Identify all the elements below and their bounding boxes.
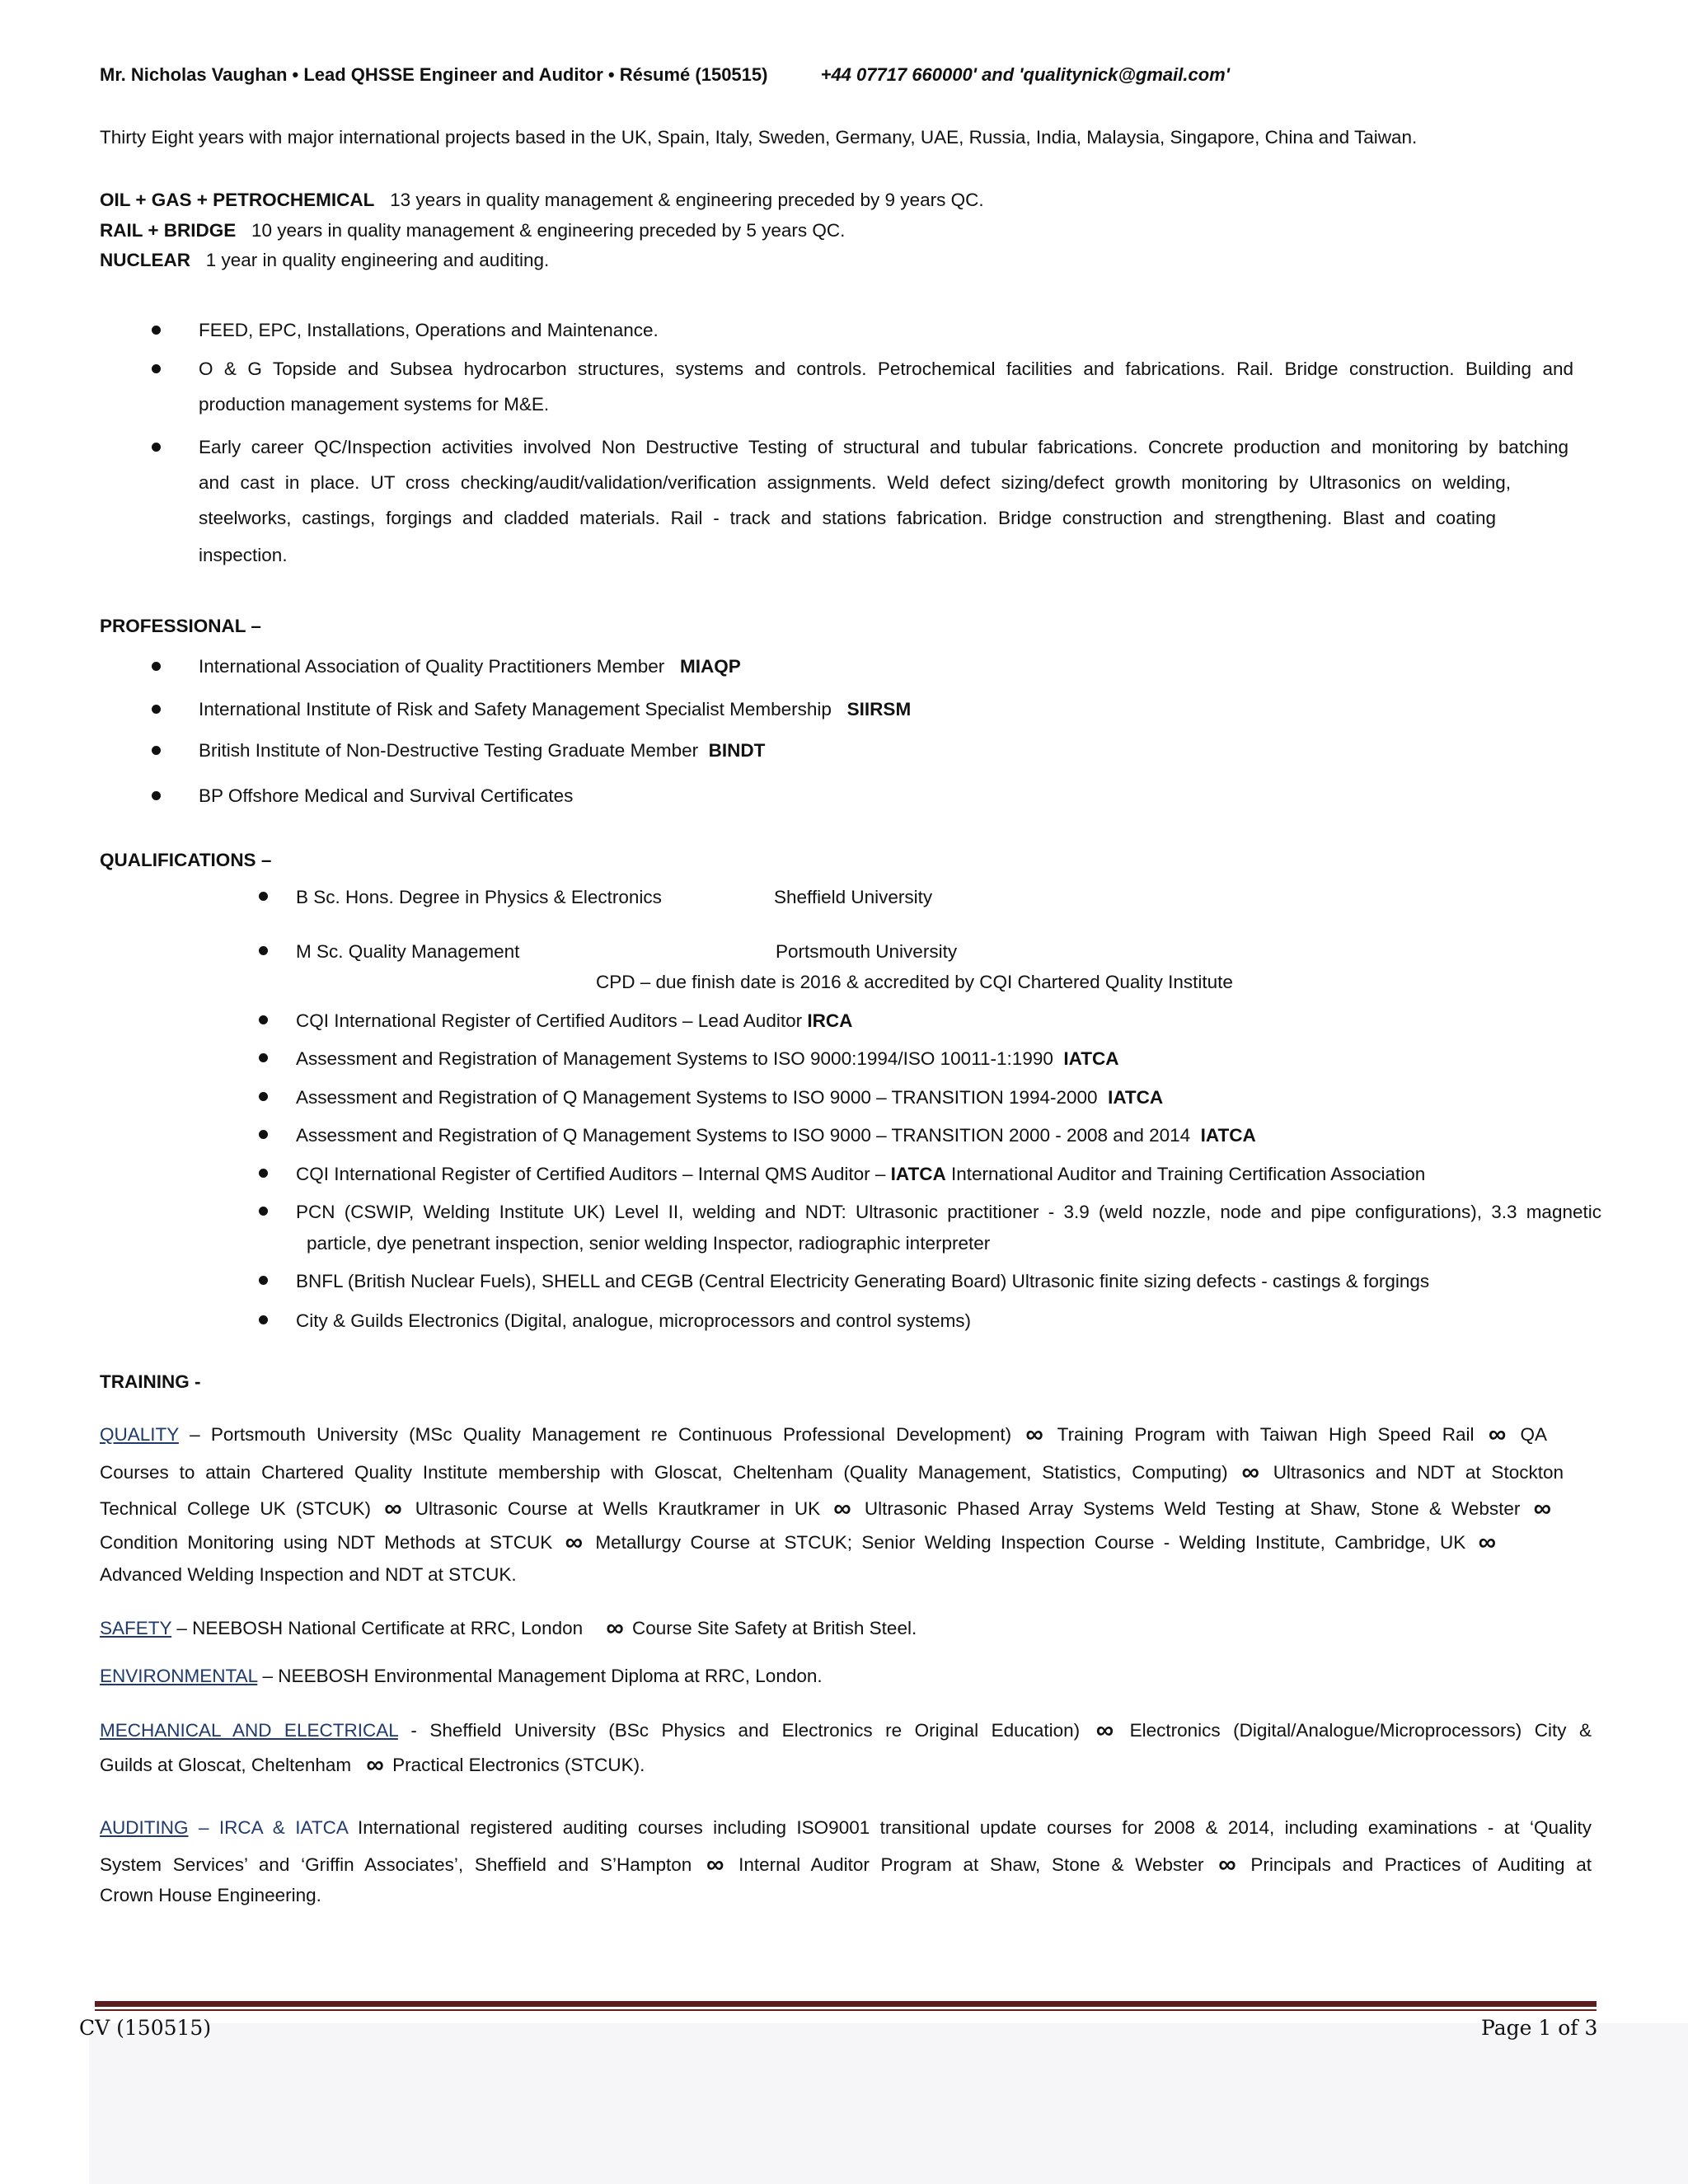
footer-page-number: Page 1 of 3 xyxy=(1481,2016,1598,2040)
infinity-separator-icon: ∞ xyxy=(606,1615,624,1642)
cert-text: Assessment and Registration of Q Management Systems to ISO 9000 – TRANSITION 2000 - 2008 and 2014 xyxy=(296,1125,1191,1146)
sector-label: NUCLEAR xyxy=(100,250,190,270)
experience-item: Early career QC/Inspection activities involved Non Destructive Testing of structural and tubular fabrications. Concrete production and monitoring by batching xyxy=(199,437,1568,457)
training-text: Ultrasonics and NDT at Stockton xyxy=(1273,1462,1564,1483)
sector-text: 10 years in quality management & engineering preceded by 5 years QC. xyxy=(251,220,846,241)
infinity-separator-icon: ∞ xyxy=(565,1529,583,1556)
professional-text: British Institute of Non-Destructive Testing Graduate Member xyxy=(199,740,699,761)
training-text: Technical College UK (STCUK) xyxy=(100,1498,372,1519)
infinity-separator-icon: ∞ xyxy=(833,1495,851,1522)
training-text: – NEEBOSH National Certificate at RRC, London xyxy=(176,1618,584,1638)
professional-abbr: MIAQP xyxy=(680,656,741,677)
bullet xyxy=(259,1015,268,1024)
infinity-separator-icon: ∞ xyxy=(1218,1851,1236,1878)
bullet xyxy=(152,705,161,714)
cert-item xyxy=(296,1162,1425,1187)
degree-institution: Portsmouth University xyxy=(776,941,958,962)
infinity-separator-icon: ∞ xyxy=(1533,1495,1551,1522)
qualifications-heading: QUALIFICATIONS – xyxy=(100,850,272,870)
training-quality-line xyxy=(100,1530,1499,1555)
bullet xyxy=(152,662,161,671)
quality-link[interactable]: QUALITY xyxy=(100,1424,179,1445)
auditing-bodies: – IRCA & IATCA xyxy=(198,1817,348,1838)
bullet xyxy=(259,1169,268,1178)
infinity-separator-icon: ∞ xyxy=(366,1751,384,1779)
sector-label: OIL + GAS + PETROCHEMICAL xyxy=(100,190,375,210)
cert-text: International Auditor and Training Certification Association xyxy=(950,1164,1426,1184)
professional-text: International Institute of Risk and Safety Management Specialist Membership xyxy=(199,699,832,719)
contact-info: +44 07717 660000' and 'qualitynick@gmail.com' xyxy=(820,64,1230,85)
training-text: Courses to attain Chartered Quality Institute membership with Gloscat, Cheltenham (Quality Management, Statistics, Computing) xyxy=(100,1462,1228,1483)
infinity-separator-icon: ∞ xyxy=(1478,1529,1496,1556)
bullet xyxy=(259,1053,268,1062)
environmental-link[interactable]: ENVIRONMENTAL xyxy=(100,1666,258,1686)
sector-label: RAIL + BRIDGE xyxy=(100,220,237,241)
footer-rule-thin xyxy=(95,2009,1597,2011)
training-text: Practical Electronics (STCUK). xyxy=(392,1755,645,1775)
infinity-separator-icon: ∞ xyxy=(706,1851,724,1878)
training-auditing-line xyxy=(100,1853,1592,1877)
training-heading: TRAINING - xyxy=(100,1371,201,1392)
cpd-note: CPD – due finish date is 2016 & accredited by CQI Chartered Quality Institute xyxy=(596,972,1233,992)
bullet xyxy=(152,443,161,452)
sector-text: 13 years in quality management & engineering preceded by 9 years QC. xyxy=(390,190,984,210)
training-text: Electronics (Digital/Analogue/Microprocessors) City & xyxy=(1129,1720,1592,1741)
bullet xyxy=(259,1276,268,1285)
bullet xyxy=(259,946,268,955)
cert-item xyxy=(296,1123,1256,1148)
training-environmental xyxy=(100,1664,823,1689)
experience-item-cont: steelworks, castings, forgings and cladded materials. Rail - track and stations fabrication. Bridge construction and strengthening. Blast and coating xyxy=(199,508,1496,528)
training-auditing-line: Crown House Engineering. xyxy=(100,1885,321,1905)
professional-abbr: SIIRSM xyxy=(846,699,912,719)
sector-text: 1 year in quality engineering and auditing. xyxy=(205,250,550,270)
bullet xyxy=(152,791,161,800)
training-text: – Portsmouth University (MSc Quality Management re Continuous Professional Development) xyxy=(190,1424,1012,1445)
name-title: Mr. Nicholas Vaughan • Lead QHSSE Engineer and Auditor • Résumé (150515) xyxy=(100,64,768,85)
experience-item-cont: and cast in place. UT cross checking/audit/validation/verification assignments. Weld defect sizing/defect growth monitoring by Ultrasonics on welding, xyxy=(199,472,1511,493)
cert-item xyxy=(296,1085,1163,1110)
professional-text: International Association of Quality Practitioners Member xyxy=(199,656,665,677)
training-text: Training Program with Taiwan High Speed Rail xyxy=(1057,1424,1475,1445)
professional-item: BP Offshore Medical and Survival Certificates xyxy=(199,785,574,806)
footer-document-id: CV (150515) xyxy=(79,2016,212,2040)
training-text: Metallurgy Course at STCUK; Senior Welding Inspection Course - Welding Institute, Cambridge, UK xyxy=(595,1532,1466,1553)
training-quality-line xyxy=(100,1497,1554,1521)
bullet xyxy=(259,1130,268,1139)
training-text: Course Site Safety at British Steel. xyxy=(632,1618,917,1638)
training-text: – NEEBOSH Environmental Management Diploma at RRC, London. xyxy=(262,1666,823,1686)
cert-abbr: IRCA xyxy=(807,1010,853,1031)
infinity-separator-icon: ∞ xyxy=(1488,1421,1507,1448)
cert-text: CQI International Register of Certified Auditors – Internal QMS Auditor – xyxy=(296,1164,886,1184)
summary: Thirty Eight years with major international projects based in the UK, Spain, Italy, Sweden, Germany, UAE, Russia, India, Malaysia, Singapore, China and Taiwan. xyxy=(100,127,1418,148)
training-mechanical-line xyxy=(100,1718,1592,1743)
experience-item-cont: inspection. xyxy=(199,545,288,565)
training-text: - Sheffield University (BSc Physics and Electronics re Original Education) xyxy=(410,1720,1081,1741)
training-mechanical-line xyxy=(100,1753,645,1778)
cert-item xyxy=(296,1009,852,1033)
training-text: Condition Monitoring using NDT Methods at STCUK xyxy=(100,1532,553,1553)
page-shade xyxy=(89,2023,1688,2184)
bullet xyxy=(259,1207,268,1216)
header-line xyxy=(100,63,1230,87)
training-auditing-line xyxy=(100,1816,1592,1840)
sector-nuclear xyxy=(100,248,549,273)
bullet xyxy=(259,1315,268,1324)
cert-text: CQI International Register of Certified Auditors – Lead Auditor xyxy=(296,1010,803,1031)
infinity-separator-icon: ∞ xyxy=(1241,1459,1259,1486)
cert-item xyxy=(296,1047,1118,1071)
training-safety xyxy=(100,1616,917,1641)
cert-abbr: IATCA xyxy=(1108,1087,1164,1108)
training-text: Internal Auditor Program at Shaw, Stone & Webster xyxy=(738,1854,1204,1875)
footer-rule xyxy=(95,2001,1597,2007)
experience-item: O & G Topside and Subsea hydrocarbon structures, systems and controls. Petrochemical facilities and fabrications. Rail. Bridge construction. Building and xyxy=(199,359,1573,379)
training-text: International registered auditing courses including ISO9001 transitional update courses for 2008 & 2014, including examinations - at ‘Quality xyxy=(358,1817,1592,1838)
experience-item: FEED, EPC, Installations, Operations and Maintenance. xyxy=(199,320,659,340)
auditing-link[interactable]: AUDITING xyxy=(100,1817,189,1838)
training-text: System Services’ and ‘Griffin Associates’, Sheffield and S’Hampton xyxy=(100,1854,692,1875)
safety-link[interactable]: SAFETY xyxy=(100,1618,172,1638)
experience-item-cont: production management systems for M&E. xyxy=(199,394,550,415)
infinity-separator-icon: ∞ xyxy=(1025,1421,1043,1448)
training-text: QA xyxy=(1520,1424,1547,1445)
cert-abbr: IATCA xyxy=(890,1164,946,1184)
training-quality-line xyxy=(100,1422,1547,1447)
bullet xyxy=(259,1092,268,1101)
infinity-separator-icon: ∞ xyxy=(384,1495,402,1522)
sector-rail-bridge xyxy=(100,218,845,243)
training-text: Guilds at Gloscat, Cheltenham xyxy=(100,1755,352,1775)
degree-name: B Sc. Hons. Degree in Physics & Electronics xyxy=(296,887,662,907)
infinity-separator-icon: ∞ xyxy=(1095,1717,1114,1744)
degree-name: M Sc. Quality Management xyxy=(296,941,520,962)
professional-item xyxy=(199,697,911,722)
cert-abbr: IATCA xyxy=(1063,1048,1119,1069)
degree-institution: Sheffield University xyxy=(774,887,933,907)
bullet xyxy=(259,892,268,901)
professional-heading: PROFESSIONAL – xyxy=(100,616,261,636)
cert-item: City & Guilds Electronics (Digital, analogue, microprocessors and control systems) xyxy=(296,1310,972,1331)
training-text: Principals and Practices of Auditing at xyxy=(1250,1854,1592,1875)
bullet xyxy=(152,326,161,335)
cert-item: BNFL (British Nuclear Fuels), SHELL and CEGB (Central Electricity Generating Board) Ultrasonic finite sizing defects - castings & forgings xyxy=(296,1271,1430,1291)
professional-item xyxy=(199,654,741,679)
mechanical-electrical-link[interactable]: MECHANICAL AND ELECTRICAL xyxy=(100,1720,398,1741)
training-quality-line: Advanced Welding Inspection and NDT at STCUK. xyxy=(100,1564,517,1585)
cert-item: PCN (CSWIP, Welding Institute UK) Level II, welding and NDT: Ultrasonic practitioner - 3.9 (weld nozzle, node and pipe configurations), 3.3 magnetic xyxy=(296,1202,1601,1222)
professional-item xyxy=(199,738,765,763)
cert-text: Assessment and Registration of Management Systems to ISO 9000:1994/ISO 10011-1:1990 xyxy=(296,1048,1053,1069)
cert-text: Assessment and Registration of Q Management Systems to ISO 9000 – TRANSITION 1994-2000 xyxy=(296,1087,1098,1108)
training-quality-line xyxy=(100,1460,1564,1485)
training-text: Ultrasonic Course at Wells Krautkramer in UK xyxy=(415,1498,821,1519)
bullet xyxy=(152,364,161,373)
cert-abbr: IATCA xyxy=(1200,1125,1256,1146)
cert-item-cont: particle, dye penetrant inspection, senior welding Inspector, radiographic interpreter xyxy=(307,1233,991,1254)
bullet xyxy=(152,746,161,755)
training-text: Ultrasonic Phased Array Systems Weld Testing at Shaw, Stone & Webster xyxy=(864,1498,1521,1519)
sector-oil-gas xyxy=(100,188,984,213)
professional-abbr: BINDT xyxy=(708,740,766,761)
